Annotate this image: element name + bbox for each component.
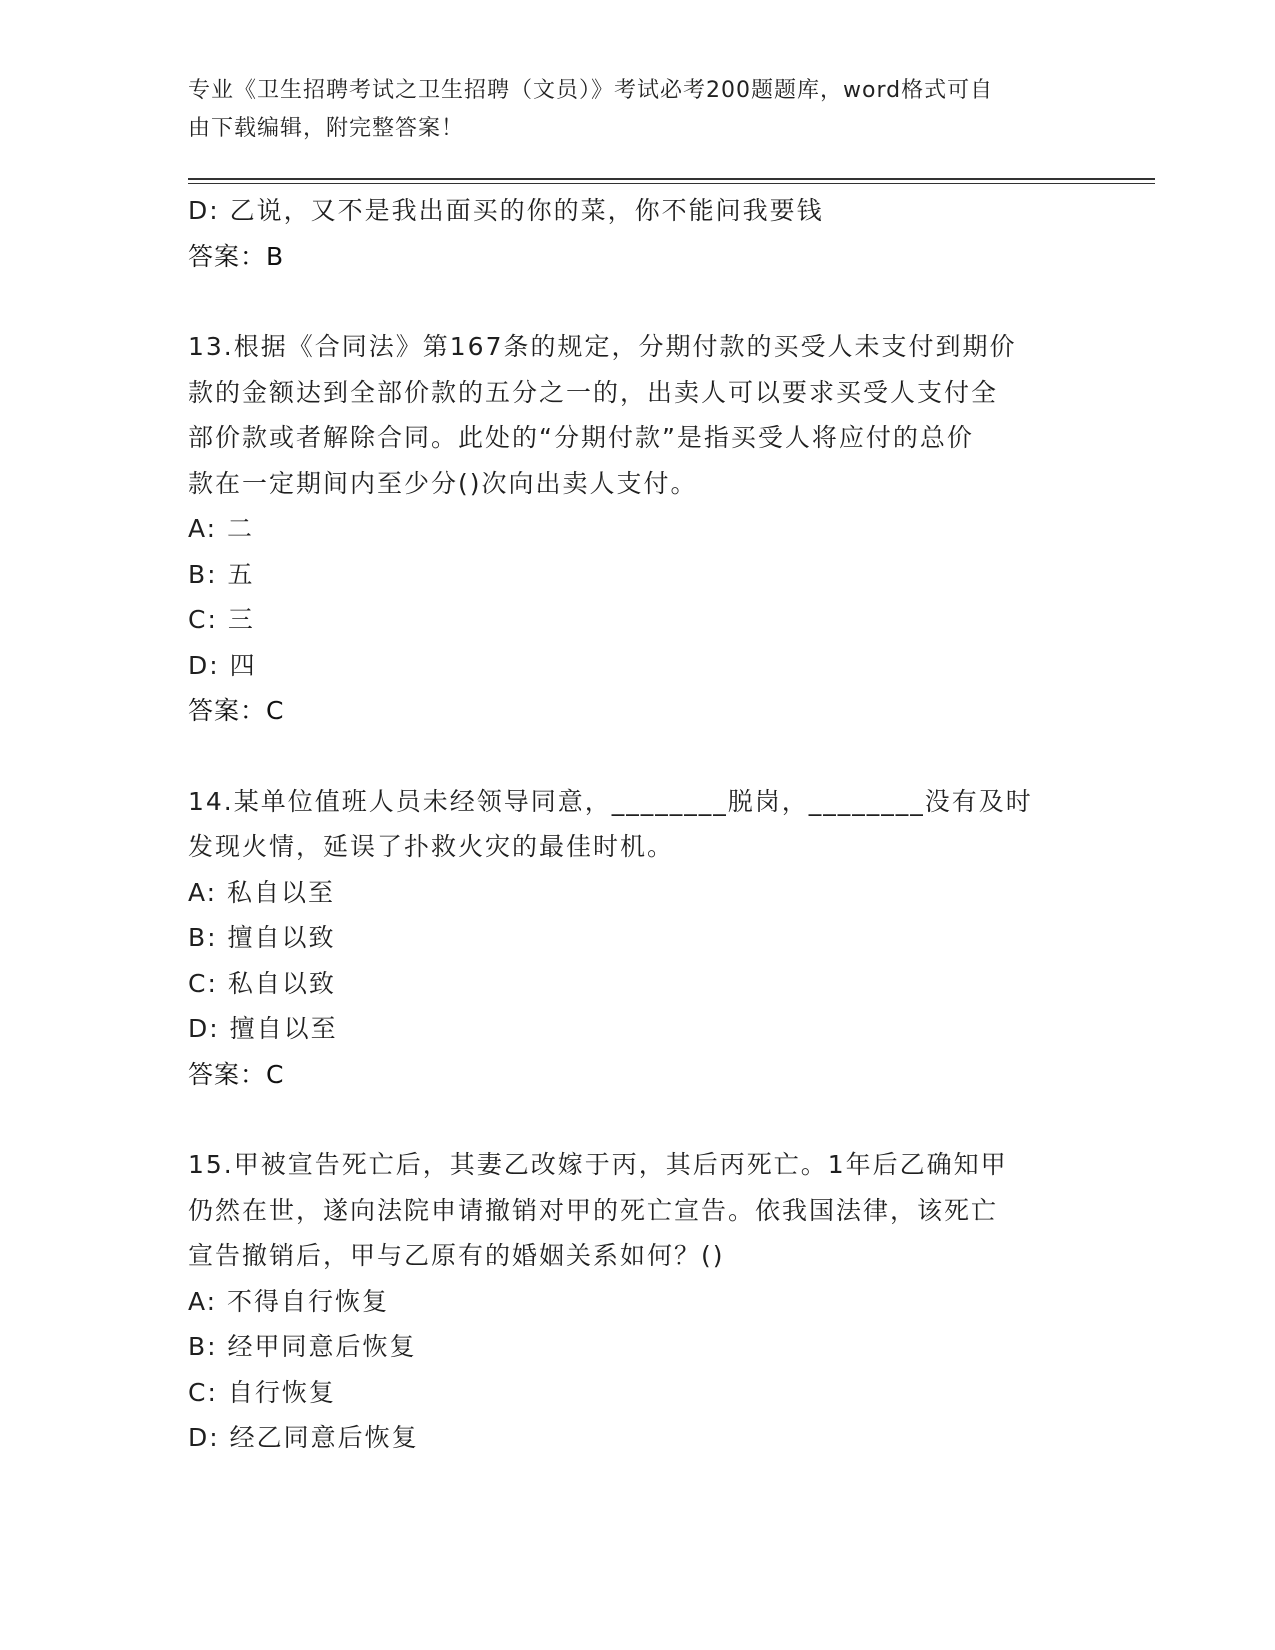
question-12-tail [188, 188, 1088, 279]
answer: 答案：B [188, 241, 285, 271]
option-c: C: 自行恢复 [188, 1377, 336, 1407]
question-line: 发现火情，延误了扑救火灾的最佳时机。 [188, 832, 675, 861]
question-line: 宣告撤销后，甲与乙原有的婚姻关系如何？() [188, 1241, 725, 1270]
answer: 答案：C [188, 696, 285, 725]
option-d: D: 经乙同意后恢复 [188, 1423, 419, 1452]
option-a: A: 二 [188, 514, 255, 543]
option-d: D: 擅自以至 [188, 1014, 338, 1043]
header-line-2: 由下载编辑，附完整答案！ [188, 116, 465, 141]
question-line: 14.某单位值班人员未经领导同意，________脱岗，________没有及时 [188, 786, 1033, 816]
question-line: 仍然在世，遂向法院申请撤销对甲的死亡宣告。依我国法律，该死亡 [188, 1195, 999, 1225]
question-line: 款在一定期间内至少分()次向出卖人支付。 [188, 468, 698, 498]
question-line: 款的金额达到全部价款的五分之一的，出卖人可以要求买受人支付全 [188, 377, 999, 407]
option-c: C: 三 [188, 605, 255, 634]
document-body [188, 188, 1088, 1461]
question-line: 15.甲被宣告死亡后，其妻乙改嫁于丙，其后丙死亡。1年后乙确知甲 [188, 1150, 1008, 1179]
header-divider-thin [188, 183, 1155, 184]
answer: 答案：C [188, 1059, 285, 1089]
question-line: 13.根据《合同法》第167条的规定，分期付款的买受人未支付到期价 [188, 332, 1017, 361]
question-15 [188, 1142, 1088, 1461]
header-line-1: 专业《卫生招聘考试之卫生招聘（文员）》考试必考200题题库，word格式可自 [188, 78, 994, 103]
question-14 [188, 779, 1088, 1098]
option-a: A: 私自以至 [188, 877, 336, 907]
page-header [188, 72, 1068, 148]
question-line: 部价款或者解除合同。此处的“分期付款”是指买受人将应付的总价 [188, 423, 974, 452]
option-d: D: 四 [188, 650, 257, 680]
option-a: A: 不得自行恢复 [188, 1286, 390, 1316]
option-b: B: 五 [188, 559, 255, 589]
header-divider-thick [188, 178, 1155, 180]
option-b: B: 经甲同意后恢复 [188, 1332, 417, 1361]
question-13 [188, 324, 1088, 734]
option-d: D: 乙说，又不是我出面买的你的菜，你不能问我要钱 [188, 196, 824, 225]
option-c: C: 私自以致 [188, 968, 336, 998]
option-b: B: 擅自以致 [188, 923, 336, 952]
